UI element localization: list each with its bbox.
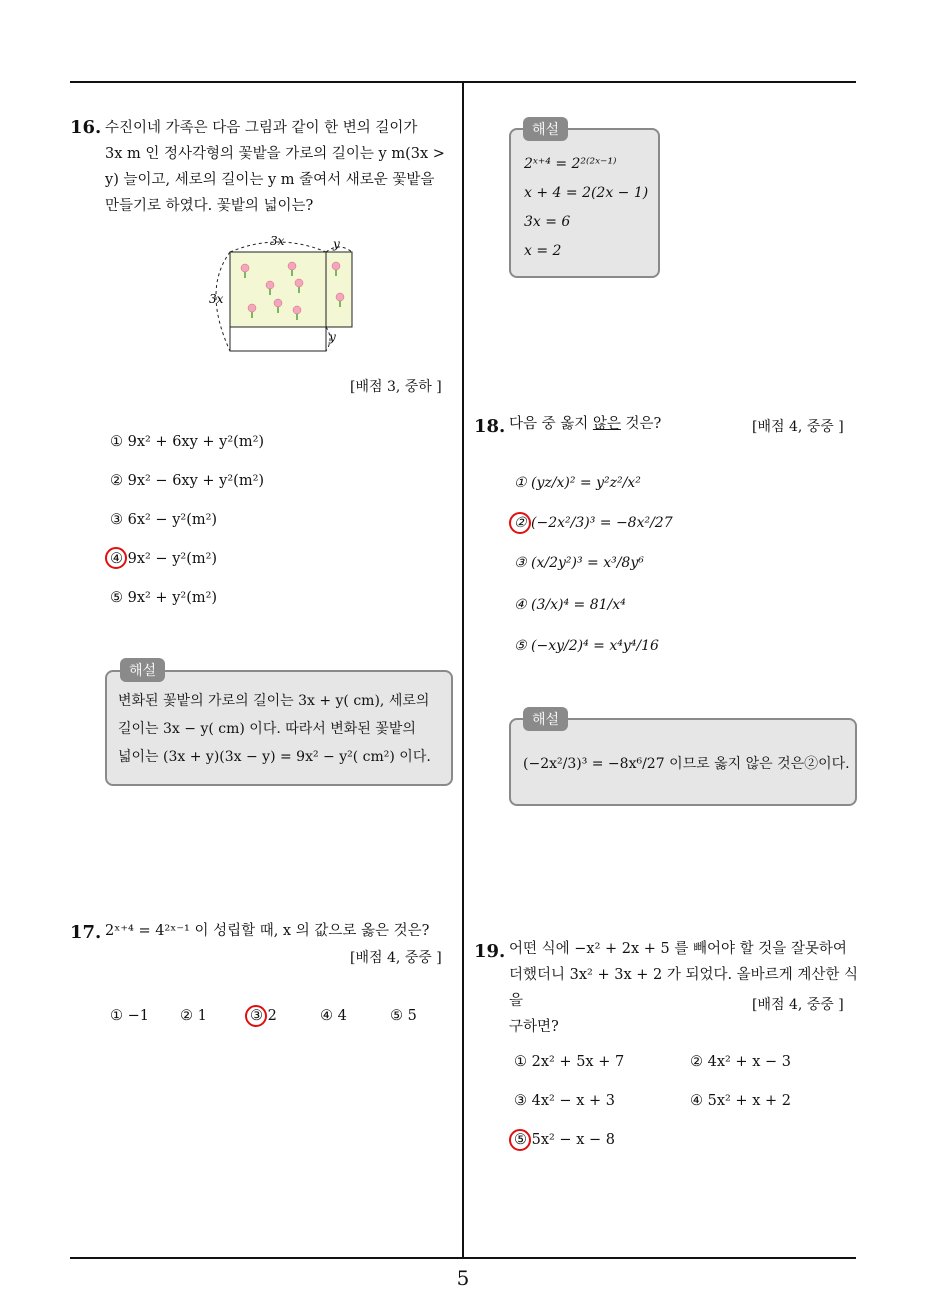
svg-text:y: y (329, 330, 336, 344)
question-18-meta: [배점 4, 중중 ] (752, 419, 844, 435)
bottom-rule (70, 1257, 856, 1259)
answer-mark-icon (245, 1005, 267, 1027)
question-18-text-b: 것은? (620, 416, 662, 432)
question-16-line: 3x m 인 정사각형의 꽃밭을 가로의 길이는 y m(3x > (105, 146, 445, 162)
question-18-text-a: 다음 중 옳지 (509, 416, 593, 432)
q17-choice-1[interactable]: ① −1 (110, 1008, 149, 1024)
question-19-line: 더했더니 3x² + 3x + 2 가 되었다. 올바르게 계산한 식을 (509, 967, 858, 1009)
q17-choice-5[interactable]: ⑤ 5 (390, 1008, 417, 1024)
q18-choice-3[interactable]: ③ (x/2y²)³ = x³/8y⁶ (514, 555, 644, 571)
q18-solution-text: (−2x²/3)³ = −8x⁶/27 이므로 옳지 않은 것은②이다. (523, 756, 850, 772)
question-19-text (509, 936, 859, 1040)
svg-text:3x: 3x (270, 234, 285, 248)
answer-mark-icon (509, 1129, 531, 1151)
question-18-number: 18. (474, 416, 506, 437)
solution-line: 2ˣ⁺⁴ = 2²⁽²ˣ⁻¹⁾ (524, 156, 617, 172)
solution-line: 넓이는 (3x + y)(3x − y) = 9x² − y²( cm²) 이다. (118, 749, 431, 765)
solution-line: x = 2 (524, 243, 562, 259)
question-17-meta: [배점 4, 중중 ] (350, 950, 442, 966)
q16-choice-3[interactable]: ③ 6x² − y²(m²) (110, 512, 218, 528)
question-16-line: y) 늘이고, 세로의 길이는 y m 줄여서 새로운 꽃밭을 (105, 172, 435, 188)
q17-solution-tag: 해설 (523, 117, 568, 141)
q16-choice-5[interactable]: ⑤ 9x² + y²(m²) (110, 590, 218, 606)
question-16-meta: [배점 3, 중하 ] (350, 379, 442, 395)
svg-text:3x: 3x (209, 292, 224, 306)
question-17-number: 17. (70, 922, 102, 943)
answer-mark-icon (105, 547, 127, 569)
solution-line: x + 4 = 2(2x − 1) (524, 185, 649, 201)
svg-text:y: y (333, 237, 340, 251)
q17-choice-4[interactable]: ④ 4 (320, 1008, 347, 1024)
q18-choice-2[interactable]: ② (−2x²/3)³ = −8x²/27 (514, 515, 673, 531)
q19-choice-1[interactable]: ① 2x² + 5x + 7 (514, 1054, 625, 1070)
q17-choice-2[interactable]: ② 1 (180, 1008, 207, 1024)
question-16-text (105, 115, 457, 219)
question-18-text (509, 411, 661, 437)
question-19-meta: [배점 4, 중중 ] (752, 997, 844, 1013)
q16-choice-4[interactable]: ④ 9x² − y²(m²) (110, 551, 218, 567)
question-19-line: 구하면? (509, 1019, 559, 1035)
question-17-text: 2ˣ⁺⁴ = 4²ˣ⁻¹ 이 성립할 때, x 의 값으로 옳은 것은? (105, 923, 430, 939)
q17-solution-text (524, 150, 648, 266)
q17-choice-3[interactable]: ③ 2 (250, 1008, 277, 1024)
q18-choice-4[interactable]: ④ (3/x)⁴ = 81/x⁴ (514, 597, 626, 613)
answer-mark-icon (509, 512, 531, 534)
q16-choice-1[interactable]: ① 9x² + 6xy + y²(m²) (110, 434, 265, 450)
question-16-line: 수진이네 가족은 다음 그림과 같이 한 변의 길이가 (105, 120, 418, 136)
question-16-number: 16. (70, 117, 102, 138)
q19-choice-4[interactable]: ④ 5x² + x + 2 (690, 1093, 791, 1109)
page-number: 5 (456, 1266, 470, 1290)
q18-solution-tag: 해설 (523, 707, 568, 731)
solution-line: 길이는 3x − y( cm) 이다. 따라서 변화된 꽃밭의 (118, 721, 416, 737)
question-19-number: 19. (474, 941, 506, 962)
garden-figure (200, 230, 370, 360)
q18-choice-5[interactable]: ⑤ (−xy/2)⁴ = x⁴y⁴/16 (514, 638, 659, 654)
question-16-line: 만들기로 하였다. 꽃밭의 넓이는? (105, 198, 314, 214)
q16-choice-2[interactable]: ② 9x² − 6xy + y²(m²) (110, 473, 265, 489)
question-18-emphasis: 않은 (592, 416, 621, 432)
q19-choice-3[interactable]: ③ 4x² − x + 3 (514, 1093, 615, 1109)
solution-line: 3x = 6 (524, 214, 571, 230)
q19-choice-5[interactable]: ⑤ 5x² − x − 8 (514, 1132, 615, 1148)
q18-choice-1[interactable]: ① (yz/x)² = y²z²/x² (514, 475, 641, 491)
q16-solution-text (118, 687, 448, 771)
q19-choice-2[interactable]: ② 4x² + x − 3 (690, 1054, 791, 1070)
question-19-line: 어떤 식에 −x² + 2x + 5 를 빼어야 할 것을 잘못하여 (509, 941, 847, 957)
q16-solution-tag: 해설 (120, 658, 165, 682)
column-divider (462, 83, 464, 1257)
solution-line: 변화된 꽃밭의 가로의 길이는 3x + y( cm), 세로의 (118, 693, 430, 709)
